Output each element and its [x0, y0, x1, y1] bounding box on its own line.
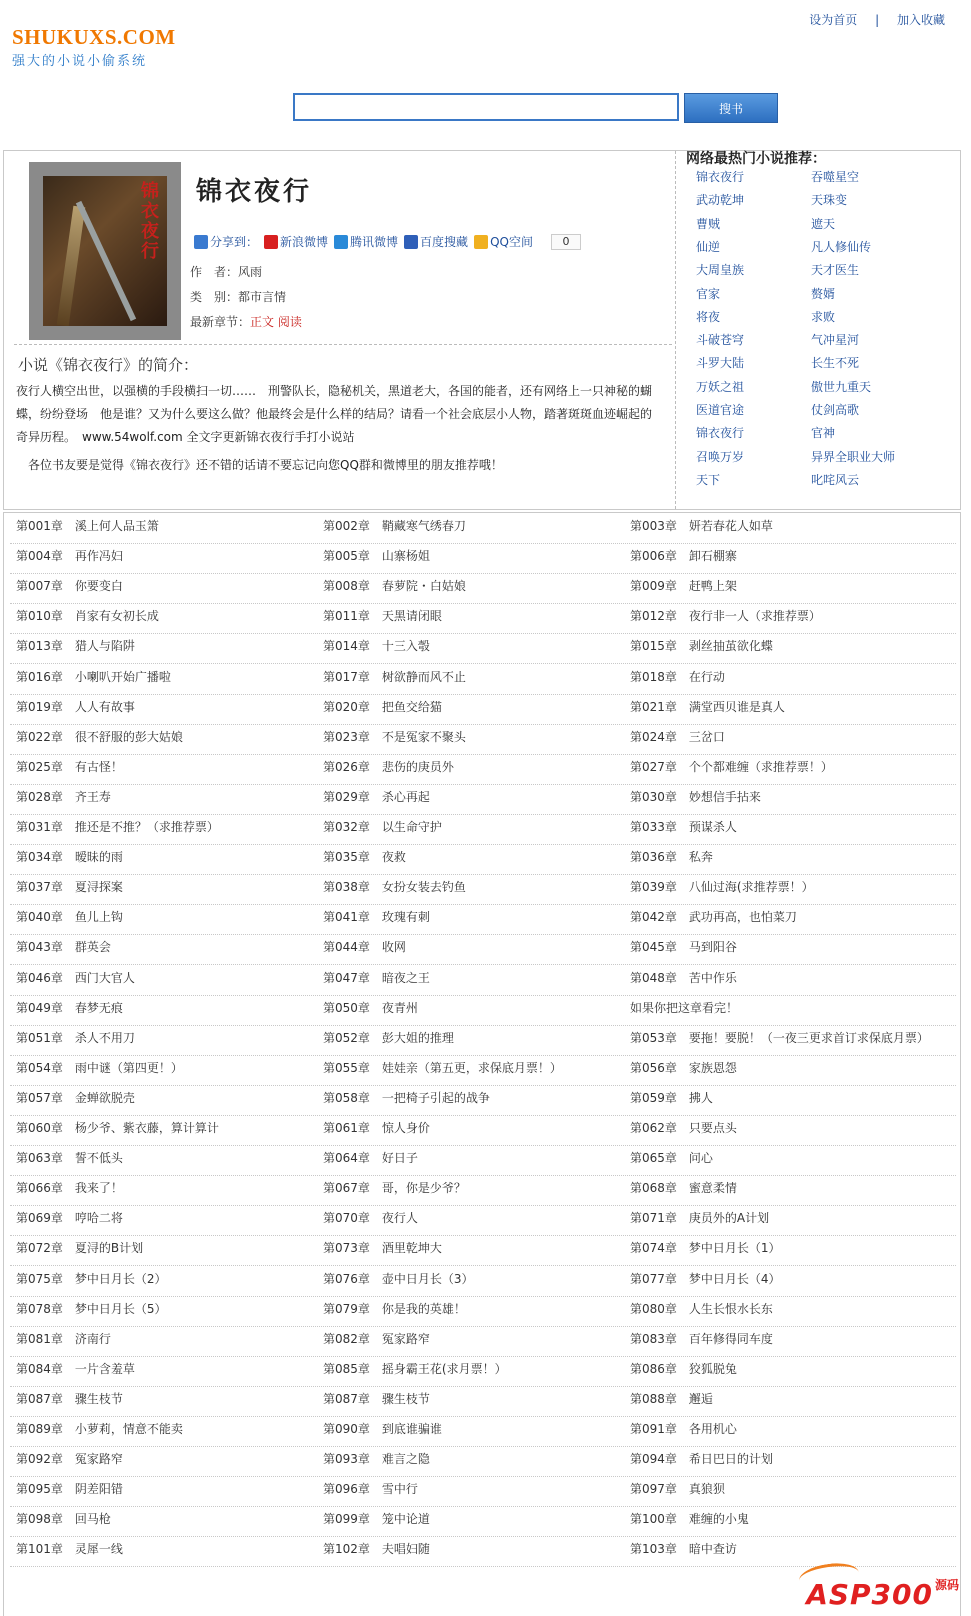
chapter-row: [10, 543, 956, 574]
chapter-link[interactable]: 第090章 到底谁骗谁: [323, 1422, 442, 1436]
chapter-row: [10, 1145, 956, 1176]
chapter-link[interactable]: 第041章 玫瑰有刺: [323, 910, 430, 925]
chapter-row: [10, 1506, 956, 1537]
share-qzone-label: QQ空间: [490, 235, 533, 249]
chapter-link[interactable]: 第040章 鱼儿上钩: [16, 910, 123, 925]
share-weibo[interactable]: [264, 233, 328, 250]
chapter-row: [10, 934, 956, 965]
chapter-link[interactable]: 第053章 要拖！要脱！（一夜三更求首订求保底月票）: [630, 1030, 929, 1045]
book-cover[interactable]: [29, 162, 181, 340]
chapter-link[interactable]: 第071章 庚员外的A计划: [630, 1211, 770, 1226]
chapter-link[interactable]: 第002章 鞘藏寒气绣春刀: [323, 519, 466, 533]
chapter-link[interactable]: 第057章 金蝉欲脱壳: [16, 1090, 135, 1105]
chapter-link[interactable]: 第061章 惊人身价: [323, 1121, 430, 1135]
chapter-link[interactable]: 第023章 不是冤家不聚头: [323, 729, 466, 744]
chapter-link[interactable]: 第021章 满堂西贝谁是真人: [630, 699, 785, 714]
category-label: 类 别：: [190, 290, 239, 304]
chapter-row: [10, 513, 956, 544]
chapter-row: [10, 1085, 956, 1116]
chapter-link[interactable]: 第081章 济南行: [16, 1331, 111, 1346]
chapter-link[interactable]: 第087章 骤生枝节: [16, 1391, 123, 1406]
hot-novel-link[interactable]: 赘婿: [811, 286, 836, 301]
author-row: [190, 263, 262, 280]
chapter-link[interactable]: 第082章 冤家路窄: [323, 1331, 430, 1346]
hot-novel-link[interactable]: 异界全职业大师: [811, 449, 896, 464]
chapter-link[interactable]: 第098章 回马枪: [16, 1512, 111, 1527]
chapter-link[interactable]: 第096章 雪中行: [323, 1482, 418, 1497]
cover-blade-shape: [57, 206, 86, 326]
chapter-link[interactable]: 第080章 人生长恨水长东: [630, 1301, 773, 1316]
hot-novel-link[interactable]: 天珠变: [811, 193, 848, 208]
chapter-row: [10, 1235, 956, 1266]
hot-novel-link[interactable]: 万妖之祖: [696, 379, 745, 394]
chapter-link[interactable]: 第066章 我来了！: [16, 1181, 123, 1196]
chapter-link[interactable]: 第084章 一片含羞草: [16, 1361, 135, 1376]
watermark-sub: 源码: [935, 1578, 960, 1592]
chapter-link[interactable]: 第003章 妍若春花人如草: [630, 519, 773, 533]
chapter-row: [10, 1055, 956, 1086]
share-weibo-label: 新浪微博: [280, 235, 329, 249]
chapter-link[interactable]: 第055章 娃娃亲（第五更，求保底月票！）: [323, 1060, 562, 1075]
hot-novels-sidebar: [675, 151, 961, 509]
book-title: 锦衣夜行: [196, 177, 313, 207]
chapter-row: [10, 1296, 956, 1327]
chapter-link[interactable]: 第009章 赶鸭上架: [630, 579, 737, 594]
latest-row: [190, 313, 302, 330]
chapter-row: [10, 1025, 956, 1056]
latest-label: 最新章节：: [190, 315, 251, 329]
chapter-row: [10, 1115, 956, 1146]
chapter-link[interactable]: 第095章 阴差阳错: [16, 1482, 123, 1497]
chapter-row: [10, 603, 956, 634]
search-button[interactable]: 搜书: [684, 93, 778, 123]
chapter-link[interactable]: 第013章 猎人与陷阱: [16, 639, 135, 654]
read-link[interactable]: 阅读: [277, 315, 302, 329]
tencent-weibo-icon: [334, 235, 348, 249]
author-label: 作 者：: [190, 265, 239, 279]
chapter-link[interactable]: 第076章 壶中日月长（3）: [323, 1271, 474, 1286]
chapter-link[interactable]: 第027章 个个都难缠（求推荐票！）: [630, 759, 833, 774]
chapter-link[interactable]: 第067章 哥，你是少爷？: [323, 1181, 466, 1196]
share-qzone[interactable]: [474, 233, 533, 250]
chapter-link[interactable]: 第008章 春萝院・白姑娘: [323, 579, 466, 594]
chapter-row: [10, 995, 956, 1026]
chapter-link[interactable]: 第020章 把鱼交给猫: [323, 699, 442, 714]
chapter-link[interactable]: 第019章 人人有故事: [16, 699, 135, 714]
chapter-row: [10, 1266, 956, 1297]
share-bar: [194, 233, 581, 250]
chapter-link[interactable]: 第078章 梦中日月长（5）: [16, 1301, 167, 1316]
chapter-link[interactable]: 第016章 小喇叭开始广播啦: [16, 669, 171, 684]
chapter-link[interactable]: 第043章 群英会: [16, 940, 111, 955]
hot-novel-link[interactable]: 仗剑高歌: [811, 403, 860, 417]
chapter-link[interactable]: 第094章 希日巴日的计划: [630, 1452, 773, 1467]
chapter-link[interactable]: 第083章 百年修得同车度: [630, 1331, 773, 1346]
chapter-link[interactable]: 第091章 各用机心: [630, 1422, 737, 1436]
share-count: 0: [551, 234, 581, 250]
chapter-link[interactable]: 第001章 溪上何人品玉箫: [16, 519, 159, 533]
chapter-link[interactable]: 第075章 梦中日月长（2）: [16, 1271, 167, 1286]
share-label-text: 分享到：: [210, 235, 259, 249]
chapter-link[interactable]: 第085章 摇身霸王花(求月票！）: [323, 1361, 507, 1376]
chapter-link[interactable]: 第029章 杀心再起: [323, 789, 430, 804]
category-row: [190, 288, 286, 305]
chapter-link[interactable]: 第038章 女扮女装去钓鱼: [323, 880, 466, 895]
chapter-link[interactable]: 第014章 十三入彀: [323, 639, 430, 654]
book-info-panel: [3, 150, 961, 510]
chapter-link[interactable]: 第099章 笼中论道: [323, 1512, 430, 1527]
hot-novel-link[interactable]: 傲世九重天: [811, 379, 872, 394]
chapter-row: [10, 1205, 956, 1236]
chapter-link[interactable]: 第059章 拂人: [630, 1090, 713, 1105]
chapter-link[interactable]: 第042章 武功再高，也怕菜刀: [630, 910, 797, 925]
chapter-link[interactable]: 第073章 酒里乾坤大: [323, 1241, 442, 1256]
chapter-link[interactable]: 第093章 难言之隐: [323, 1452, 430, 1467]
chapter-link[interactable]: 第026章 悲伤的庚员外: [323, 759, 454, 774]
chapter-link[interactable]: 第063章 誓不低头: [16, 1151, 123, 1166]
author-value: 风雨: [238, 265, 263, 279]
intro-heading: 小说《锦衣夜行》的简介：: [18, 356, 199, 374]
hot-novel-link[interactable]: 吞噬星空: [811, 170, 860, 184]
qzone-star-icon: [474, 235, 488, 249]
chapter-row: [10, 724, 956, 755]
share-baidu[interactable]: [404, 233, 468, 250]
hot-novel-link[interactable]: 将夜: [696, 309, 721, 324]
chapter-link[interactable]: 第054章 雨中谜（第四更！）: [16, 1060, 183, 1075]
hot-novel-link[interactable]: 凡人修仙传: [811, 239, 872, 254]
chapter-row: [10, 1326, 956, 1357]
chapter-link[interactable]: 第101章 灵犀一线: [16, 1542, 123, 1557]
search-input[interactable]: [293, 93, 679, 121]
latest-chapter-link[interactable]: 正文: [250, 315, 275, 329]
chapter-link[interactable]: 第018章 在行动: [630, 669, 725, 684]
chapter-link[interactable]: 第058章 一把椅子引起的战争: [323, 1090, 490, 1105]
top-links-separator: |: [875, 13, 880, 27]
chapter-link[interactable]: 第015章 剥丝抽茧欲化蝶: [630, 639, 773, 654]
share-tencent-label: 腾讯微博: [350, 235, 399, 249]
add-favorite-link[interactable]: 加入收藏: [896, 13, 945, 27]
hot-novel-link[interactable]: 武动乾坤: [696, 193, 745, 208]
chapter-link[interactable]: 第088章 邂逅: [630, 1391, 713, 1406]
chapter-row: [10, 814, 956, 845]
hot-novel-link[interactable]: 长生不死: [811, 356, 860, 371]
chapter-row: [10, 965, 956, 996]
category-value: 都市言情: [238, 290, 287, 304]
chapter-row: [10, 1175, 956, 1206]
chapter-row: [10, 1356, 956, 1387]
logo-main-text: SHUKUXS.COM: [12, 25, 176, 49]
intro-divider: [14, 344, 672, 345]
chapter-link[interactable]: 第050章 夜青州: [323, 1000, 418, 1015]
share-label: [194, 233, 258, 250]
chapter-link[interactable]: 第005章 山寨杨姐: [323, 549, 430, 564]
chapter-link[interactable]: 第068章 蜜意柔情: [630, 1181, 737, 1196]
chapter-row: [10, 1446, 956, 1477]
hot-novel-link[interactable]: 锦衣夜行: [696, 426, 745, 441]
watermark-logo: [779, 1558, 971, 1616]
chapter-link[interactable]: 第056章 家族恩怨: [630, 1060, 737, 1075]
chapter-row: [10, 844, 956, 875]
hot-novel-link[interactable]: 官家: [696, 286, 721, 301]
chapter-link[interactable]: 第037章 夏浔探案: [16, 880, 123, 895]
chapter-row: [10, 754, 956, 785]
chapter-link[interactable]: 第052章 彭大姐的推理: [323, 1030, 454, 1045]
chapter-link[interactable]: 第048章 苦中作乐: [630, 970, 737, 985]
chapter-link[interactable]: 第103章 暗中查访: [630, 1542, 737, 1557]
chapter-list: [3, 512, 961, 1616]
chapter-row: [10, 573, 956, 604]
chapter-row: [10, 784, 956, 815]
chapter-row: [10, 694, 956, 725]
hot-novel-link[interactable]: 仙逆: [696, 239, 721, 254]
chapter-link[interactable]: 第100章 难缠的小鬼: [630, 1512, 749, 1527]
chapter-link[interactable]: 第102章 夫唱妇随: [323, 1542, 430, 1557]
chapter-link[interactable]: 第047章 暗夜之王: [323, 970, 430, 985]
chapter-link[interactable]: 第069章 哼哈二将: [16, 1211, 123, 1226]
chapter-row: [10, 904, 956, 935]
weibo-icon: [264, 235, 278, 249]
chapter-link[interactable]: 第065章 问心: [630, 1151, 713, 1166]
cover-sword-shape: [76, 201, 136, 321]
chapter-link[interactable]: 第035章 夜救: [323, 850, 406, 865]
set-home-link[interactable]: 设为首页: [809, 13, 858, 27]
chapter-link[interactable]: 第087章 骤生枝节: [323, 1391, 430, 1406]
chapter-link[interactable]: 第032章 以生命守护: [323, 820, 442, 834]
chapter-link[interactable]: 第060章 杨少爷、紫衣藤，算计算计: [16, 1121, 219, 1135]
hot-novel-link[interactable]: 锦衣夜行: [696, 170, 745, 184]
chapter-link[interactable]: 第064章 好日子: [323, 1151, 418, 1166]
share-plus-icon: [194, 235, 208, 249]
chapter-link[interactable]: 第089章 小萝莉，情意不能卖: [16, 1422, 183, 1436]
hot-novel-link[interactable]: 天才医生: [811, 263, 860, 278]
chapter-link[interactable]: 第031章 推还是不推？（求推荐票）: [16, 820, 219, 834]
hot-novel-link[interactable]: 叱咤风云: [811, 472, 860, 487]
chapter-link[interactable]: 第079章 你是我的英雄！: [323, 1301, 466, 1316]
chapter-link[interactable]: 第024章 三岔口: [630, 729, 725, 744]
hot-novel-link[interactable]: 召唤万岁: [696, 449, 745, 464]
logo-subtitle: 强大的小说小偷系统: [12, 54, 148, 69]
chapter-link[interactable]: 第006章 卸石棚寨: [630, 549, 737, 564]
chapter-link[interactable]: 第044章 收网: [323, 940, 406, 955]
hot-novel-link[interactable]: 曹贼: [696, 216, 721, 231]
chapter-row: [10, 1416, 956, 1447]
chapter-row: [10, 633, 956, 664]
chapter-row: [10, 874, 956, 905]
chapter-link[interactable]: 第036章 私奔: [630, 850, 713, 865]
chapter-link[interactable]: 第049章 春梦无痕: [16, 1000, 123, 1015]
chapter-link[interactable]: 第046章 西门大官人: [16, 970, 135, 985]
hot-novel-link[interactable]: 遮天: [811, 216, 836, 231]
hot-novel-link[interactable]: 大周皇族: [696, 263, 745, 278]
chapter-link[interactable]: 第074章 梦中日月长（1）: [630, 1241, 781, 1256]
share-tencent-weibo[interactable]: [334, 233, 398, 250]
chapter-link[interactable]: 第004章 再作冯妇: [16, 549, 123, 564]
chapter-link[interactable]: 第012章 夜行非一人（求推荐票）: [630, 609, 821, 624]
chapter-link[interactable]: 第007章 你要变白: [16, 579, 123, 594]
intro-note: 各位书友要是觉得《锦衣夜行》还不错的话请不要忘记向您QQ群和微博里的朋友推荐哦！: [28, 458, 503, 472]
chapter-link[interactable]: 第030章 妙想信手拈来: [630, 789, 761, 804]
chapter-link[interactable]: 第025章 有古怪！: [16, 759, 123, 774]
chapter-link[interactable]: 第017章 树欲静而风不止: [323, 669, 466, 684]
chapter-link[interactable]: 第097章 真狼狈: [630, 1482, 725, 1497]
chapter-link[interactable]: 第034章 暧昧的雨: [16, 850, 123, 865]
chapter-link[interactable]: 第045章 马到阳谷: [630, 940, 737, 955]
chapter-link[interactable]: 第077章 梦中日月长（4）: [630, 1271, 781, 1286]
hot-novel-link[interactable]: 气冲星河: [811, 333, 860, 348]
hot-novel-link[interactable]: 天下: [696, 472, 721, 487]
watermark-text: ASP300: [806, 1578, 933, 1611]
chapter-link[interactable]: 第039章 八仙过海(求推荐票！）: [630, 880, 814, 895]
cover-title-text: 锦衣夜行: [141, 181, 159, 262]
chapter-row: [10, 1386, 956, 1417]
hot-novel-link[interactable]: 求败: [811, 309, 836, 324]
top-links: [809, 11, 945, 28]
hot-novel-link[interactable]: 斗破苍穹: [696, 333, 745, 348]
chapter-link[interactable]: 第086章 狡狐脱兔: [630, 1361, 737, 1376]
chapter-link[interactable]: 第062章 只要点头: [630, 1121, 737, 1135]
site-logo[interactable]: [12, 26, 176, 69]
chapter-link[interactable]: 第022章 很不舒服的彭大姑娘: [16, 729, 183, 744]
chapter-link[interactable]: 如果你把这章看完！: [630, 1000, 739, 1015]
chapter-link[interactable]: 第010章 肖家有女初长成: [16, 609, 159, 624]
chapter-link[interactable]: 第070章 夜行人: [323, 1211, 418, 1226]
chapter-row: [10, 664, 956, 695]
chapter-row: [10, 1476, 956, 1507]
chapter-link[interactable]: 第051章 杀人不用刀: [16, 1030, 135, 1045]
share-baidu-label: 百度搜藏: [420, 235, 469, 249]
hot-novel-link[interactable]: 官神: [811, 426, 836, 441]
hot-novels-title: 网络最热门小说推荐：: [686, 151, 826, 167]
chapter-link[interactable]: 第028章 齐王寿: [16, 789, 111, 804]
chapter-link[interactable]: 第072章 夏浔的B计划: [16, 1241, 144, 1256]
baidu-paw-icon: [404, 235, 418, 249]
chapter-link[interactable]: 第011章 天黑请闭眼: [323, 609, 442, 624]
chapter-link[interactable]: 第092章 冤家路窄: [16, 1452, 123, 1467]
intro-text: 夜行人横空出世，以强横的手段横扫一切…… 刑警队长，隐秘机关，黑道老大，各国的能者，还有网络上一只神秘的蝴蝶，纷纷登场 他是谁？又为什么要这么做？他最终会是什么样的结局？请看一个社会底层小人物，踏著斑斑血迹崛起的奇异历程。 www.54wolf.com 全文字更新锦衣夜行手打小说站: [16, 384, 653, 444]
hot-novel-link[interactable]: 医道官途: [696, 403, 745, 417]
hot-novel-link[interactable]: 斗罗大陆: [696, 356, 745, 371]
chapter-link[interactable]: 第033章 预谋杀人: [630, 820, 737, 834]
cover-image: [43, 176, 167, 326]
